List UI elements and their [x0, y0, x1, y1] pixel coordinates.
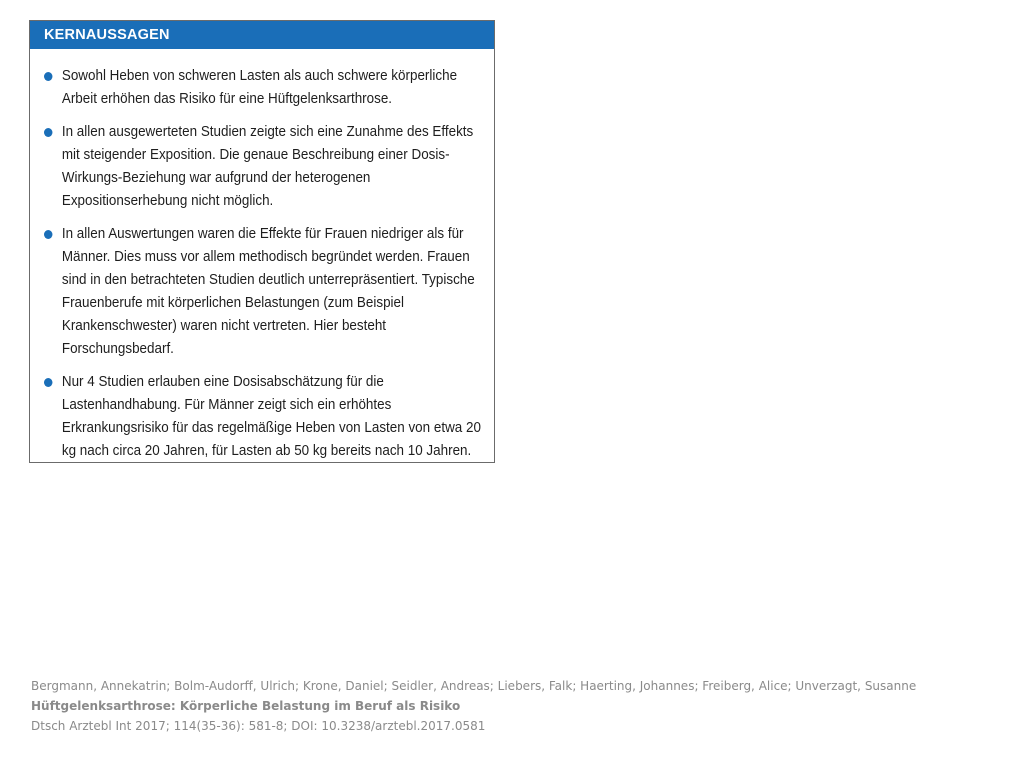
- key-message-item: [44, 371, 494, 463]
- bullet-dot-icon: [44, 230, 52, 239]
- citation: [31, 676, 916, 736]
- bullet-dot-icon: [44, 72, 52, 81]
- key-messages-title: KERNAUSSAGEN: [30, 21, 494, 49]
- key-message-item: [44, 121, 494, 213]
- key-message-item: [44, 65, 494, 111]
- citation-title: Hüftgelenksarthrose: Körperliche Belastung im Beruf als Risiko: [31, 699, 461, 713]
- citation-authors: Bergmann, Annekatrin; Bolm-Audorff, Ulrich; Krone, Daniel; Seidler, Andreas; Liebers, Falk; Haerting, Johannes; Freiberg, Alice; Unverzagt, Susanne: [31, 679, 917, 693]
- key-message-text: In allen Auswertungen waren die Effekte für Frauen niedriger als für Männer. Dies muss vor allem methodisch begründet werden. Frauen sind in den betrachteten Studien deutlich unterrepräsentiert. Typische Frauenberufe mit körperlichen Belastungen (zum Beispiel Krankenschwester) waren nicht vertreten. Hier besteht Forschungsbedarf.: [61, 226, 475, 357]
- key-message-text: Nur 4 Studien erlauben eine Dosisabschätzung für die Lastenhandhabung. Für Männer zeigt sich ein erhöhtes Erkrankungsrisiko für das regelmäßige Heben von Lasten von etwa 20 kg nach circa 20 Jahren, für Lasten ab 50 kg bereits nach 10 Jahren.: [61, 374, 481, 459]
- key-message-text: Sowohl Heben von schweren Lasten als auch schwere körperliche Arbeit erhöhen das Risiko für eine Hüftgelenksarthrose.: [61, 68, 458, 107]
- key-message-text: In allen ausgewerteten Studien zeigte sich eine Zunahme des Effekts mit steigender Exposition. Die genaue Beschreibung einer Dosis-Wirkungs-Beziehung war aufgrund der heterogenen Expositionserhebung nicht möglich.: [61, 124, 474, 209]
- bullet-dot-icon: [44, 378, 52, 387]
- key-messages-list: [30, 49, 494, 463]
- key-messages-box: [29, 20, 495, 463]
- citation-source: Dtsch Arztebl Int 2017; 114(35-36): 581-8; DOI: 10.3238/arztebl.2017.0581: [31, 719, 486, 733]
- key-message-item: [44, 223, 494, 361]
- bullet-dot-icon: [44, 128, 52, 137]
